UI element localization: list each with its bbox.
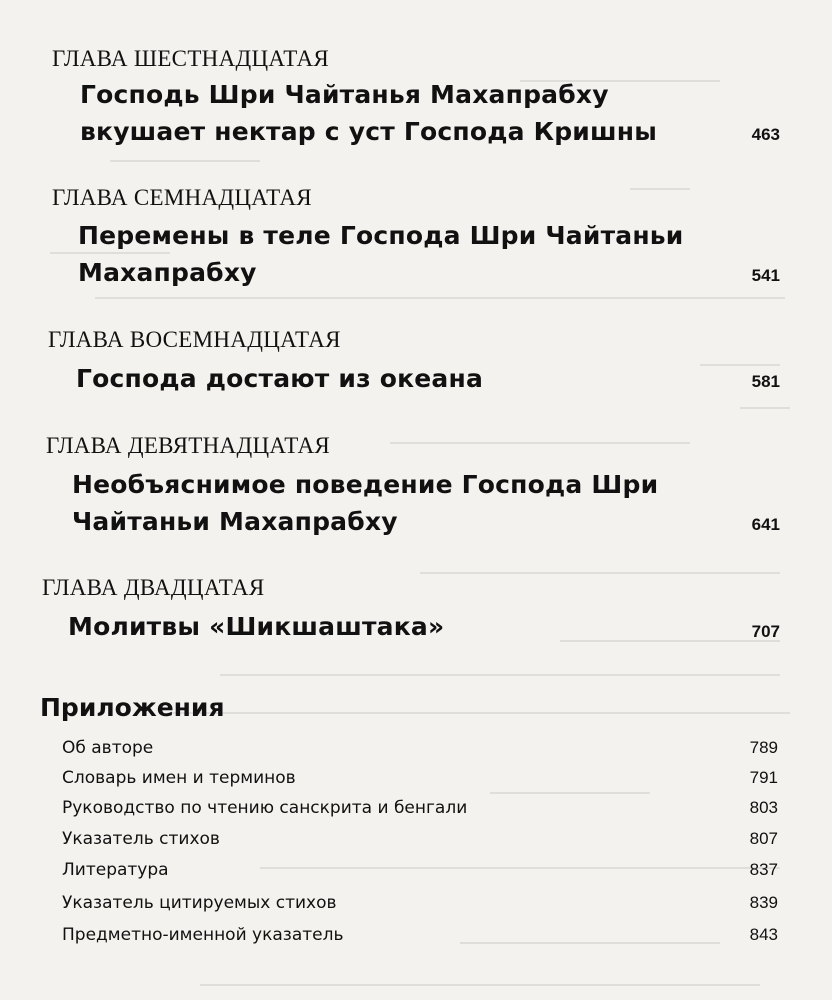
chapter-label: ГЛАВА ДЕВЯТНАДЦАТАЯ bbox=[46, 433, 331, 458]
chapter-title-line: Молитвы «Шикшаштака» bbox=[68, 612, 445, 641]
appendix-item-title: Литература bbox=[62, 860, 169, 880]
appendix-item-title: Словарь имен и терминов bbox=[62, 768, 296, 788]
chapter-label: ГЛАВА СЕМНАДЦАТАЯ bbox=[52, 185, 312, 210]
chapter-page-number: 581 bbox=[751, 372, 780, 391]
chapter-title-line: Господа достают из океана bbox=[76, 364, 484, 393]
chapter-title-line: Махапрабху bbox=[78, 258, 257, 287]
appendix-item-page: 803 bbox=[749, 798, 778, 817]
chapter-title-line: вкушает нектар с уст Господа Кришны bbox=[80, 117, 658, 146]
appendix-item-title: Указатель стихов bbox=[62, 829, 220, 849]
chapter-page-number: 707 bbox=[751, 622, 780, 641]
chapter-page-number: 463 bbox=[751, 125, 780, 144]
appendix-item-title: Предметно-именной указатель bbox=[62, 925, 344, 945]
appendix-item-pronunciation-guide[interactable] bbox=[62, 798, 778, 826]
appendix-item-bibliography[interactable] bbox=[62, 860, 778, 888]
chapter-label: ГЛАВА ШЕСТНАДЦАТАЯ bbox=[52, 46, 330, 71]
appendix-item-title: Руководство по чтению санскрита и бенгали bbox=[62, 798, 468, 818]
chapter-label: ГЛАВА ВОСЕМНАДЦАТАЯ bbox=[48, 327, 341, 352]
chapter-label: ГЛАВА ДВАДЦАТАЯ bbox=[42, 575, 265, 600]
appendix-item-page: 791 bbox=[749, 768, 778, 787]
appendix-item-cited-verses-index[interactable] bbox=[62, 893, 778, 921]
appendix-item-page: 839 bbox=[749, 893, 778, 912]
appendix-item-verse-index[interactable] bbox=[62, 829, 778, 857]
appendix-item-title: Об авторе bbox=[62, 738, 154, 758]
chapter-title-line: Перемены в теле Господа Шри Чайтаньи bbox=[78, 221, 684, 250]
appendix-item-title: Указатель цитируемых стихов bbox=[62, 893, 337, 913]
chapter-title-line: Необъяснимое поведение Господа Шри bbox=[72, 470, 659, 499]
appendix-item-page: 807 bbox=[749, 829, 778, 848]
appendix-item-page: 789 bbox=[749, 738, 778, 757]
appendix-item-glossary[interactable] bbox=[62, 768, 778, 796]
appendix-item-about-author[interactable] bbox=[62, 738, 778, 766]
chapter-title-line: Чайтаньи Махапрабху bbox=[72, 507, 398, 536]
appendix-item-subject-index[interactable] bbox=[62, 925, 778, 953]
chapter-page-number: 641 bbox=[751, 515, 780, 534]
chapter-page-number: 541 bbox=[751, 266, 780, 285]
appendix-heading: Приложения bbox=[40, 693, 225, 722]
appendix-item-page: 843 bbox=[749, 925, 778, 944]
appendix-item-page: 837 bbox=[749, 860, 778, 879]
chapter-title-line: Господь Шри Чайтанья Махапрабху bbox=[80, 80, 609, 109]
